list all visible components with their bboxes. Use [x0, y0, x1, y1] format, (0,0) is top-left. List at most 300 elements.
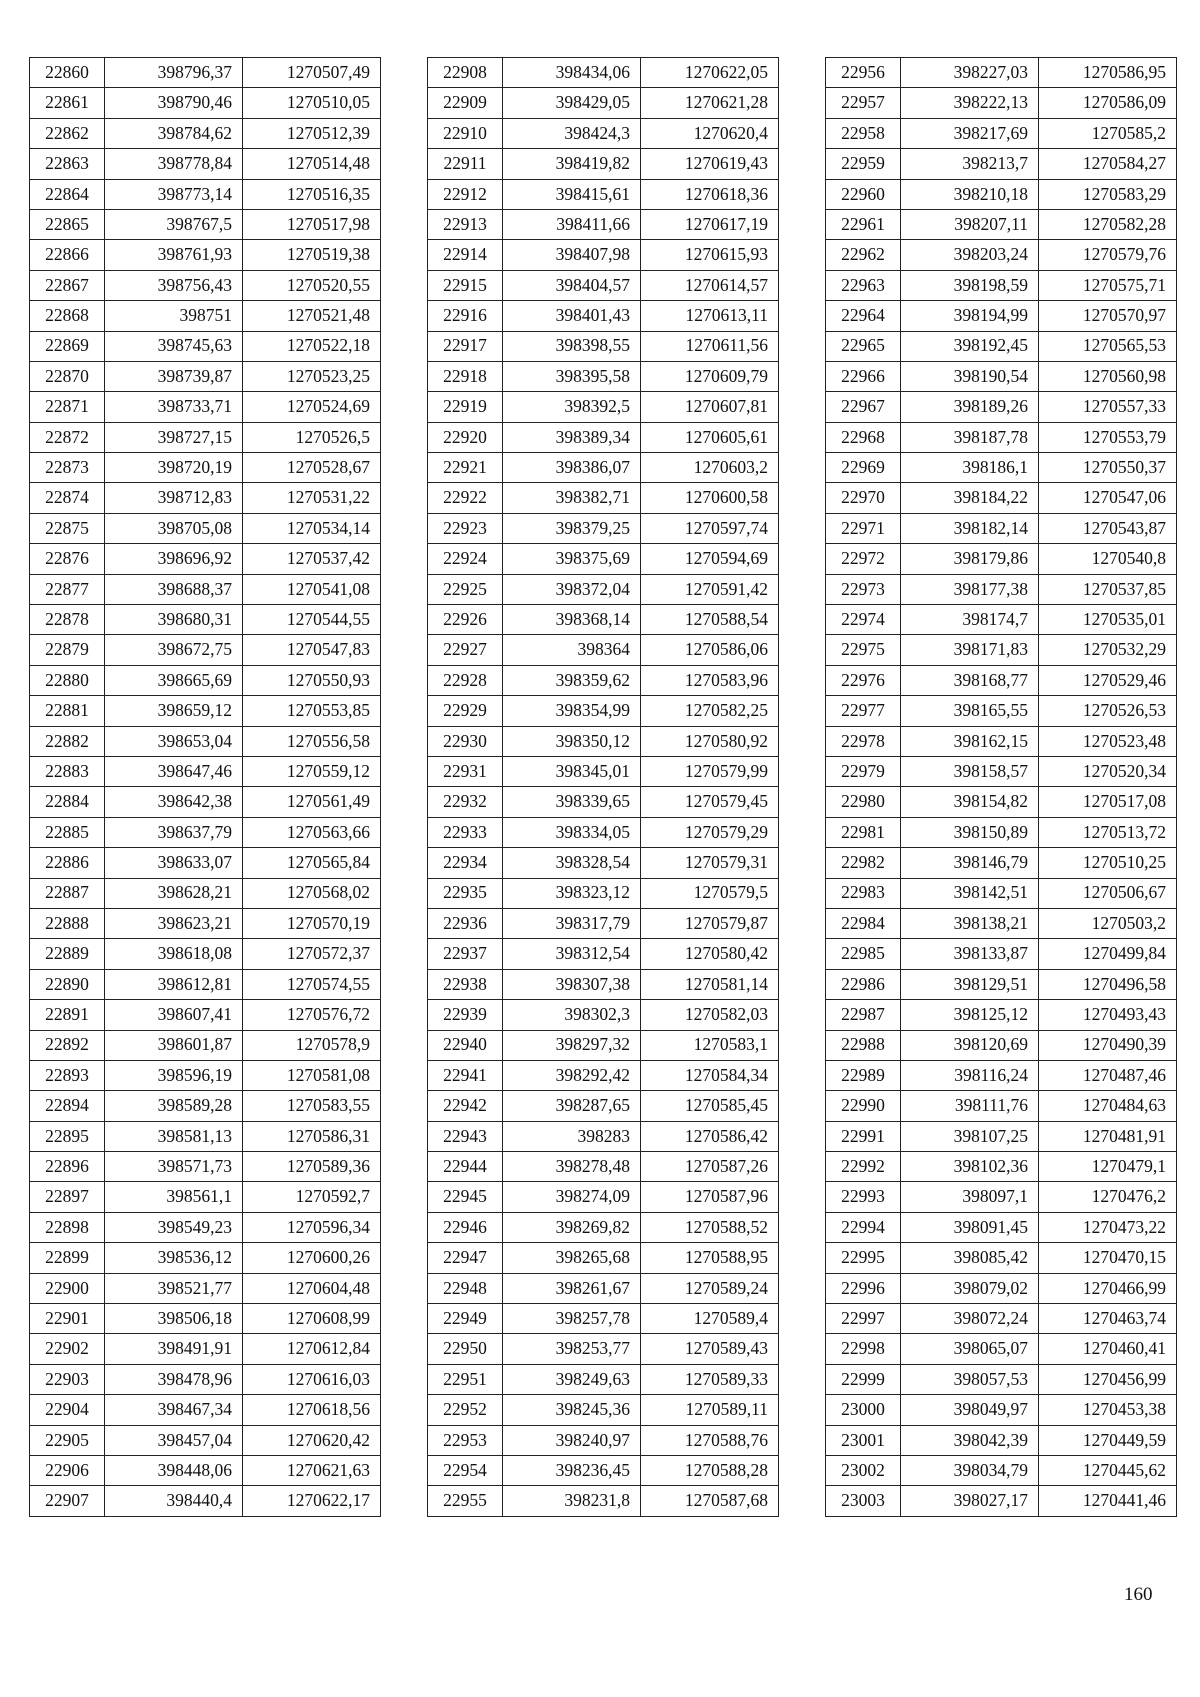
- y-coordinate-cell: 1270570,97: [1039, 301, 1177, 331]
- table-row: [30, 483, 381, 513]
- table-row: [826, 787, 1177, 817]
- y-coordinate-cell: 1270476,2: [1039, 1182, 1177, 1212]
- table-row: [428, 88, 779, 118]
- x-coordinate-cell: 398637,79: [105, 817, 243, 847]
- y-coordinate-cell: 1270547,06: [1039, 483, 1177, 513]
- point-id-cell: 22915: [428, 270, 503, 300]
- x-coordinate-cell: 398116,24: [901, 1060, 1039, 1090]
- y-coordinate-cell: 1270463,74: [1039, 1304, 1177, 1334]
- x-coordinate-cell: 398429,05: [503, 88, 641, 118]
- y-coordinate-cell: 1270460,41: [1039, 1334, 1177, 1364]
- point-id-cell: 22926: [428, 605, 503, 635]
- coordinate-table-1: [29, 57, 381, 1517]
- point-id-cell: 22989: [826, 1060, 901, 1090]
- point-id-cell: 22906: [30, 1455, 105, 1485]
- y-coordinate-cell: 1270559,12: [243, 756, 381, 786]
- x-coordinate-cell: 398065,07: [901, 1334, 1039, 1364]
- x-coordinate-cell: 398727,15: [105, 422, 243, 452]
- x-coordinate-cell: 398111,76: [901, 1091, 1039, 1121]
- x-coordinate-cell: 398057,53: [901, 1364, 1039, 1394]
- y-coordinate-cell: 1270506,67: [1039, 878, 1177, 908]
- x-coordinate-cell: 398434,06: [503, 58, 641, 88]
- point-id-cell: 22928: [428, 665, 503, 695]
- table-row: [826, 1000, 1177, 1030]
- table-row: [826, 878, 1177, 908]
- point-id-cell: 22876: [30, 544, 105, 574]
- point-id-cell: 22932: [428, 787, 503, 817]
- point-id-cell: 22886: [30, 848, 105, 878]
- point-id-cell: 22898: [30, 1212, 105, 1242]
- point-id-cell: 22863: [30, 149, 105, 179]
- table-row: [30, 848, 381, 878]
- point-id-cell: 22884: [30, 787, 105, 817]
- table-row: [826, 453, 1177, 483]
- x-coordinate-cell: 398312,54: [503, 939, 641, 969]
- y-coordinate-cell: 1270553,79: [1039, 422, 1177, 452]
- table-row: [30, 453, 381, 483]
- point-id-cell: 22993: [826, 1182, 901, 1212]
- x-coordinate-cell: 398302,3: [503, 1000, 641, 1030]
- table-row: [428, 848, 779, 878]
- point-id-cell: 22958: [826, 118, 901, 148]
- table-row: [30, 58, 381, 88]
- table-row: [30, 574, 381, 604]
- y-coordinate-cell: 1270520,34: [1039, 756, 1177, 786]
- table-row: [826, 483, 1177, 513]
- x-coordinate-cell: 398745,63: [105, 331, 243, 361]
- x-coordinate-cell: 398042,39: [901, 1425, 1039, 1455]
- x-coordinate-cell: 398521,77: [105, 1273, 243, 1303]
- point-id-cell: 22949: [428, 1304, 503, 1334]
- y-coordinate-cell: 1270579,99: [641, 756, 779, 786]
- table-row: [428, 179, 779, 209]
- x-coordinate-cell: 398665,69: [105, 665, 243, 695]
- point-id-cell: 22992: [826, 1152, 901, 1182]
- table-row: [30, 240, 381, 270]
- x-coordinate-cell: 398411,66: [503, 209, 641, 239]
- x-coordinate-cell: 398419,82: [503, 149, 641, 179]
- y-coordinate-cell: 1270534,14: [243, 513, 381, 543]
- x-coordinate-cell: 398712,83: [105, 483, 243, 513]
- y-coordinate-cell: 1270579,29: [641, 817, 779, 847]
- x-coordinate-cell: 398612,81: [105, 969, 243, 999]
- x-coordinate-cell: 398168,77: [901, 665, 1039, 695]
- table-row: [30, 270, 381, 300]
- point-id-cell: 22873: [30, 453, 105, 483]
- x-coordinate-cell: 398261,67: [503, 1273, 641, 1303]
- y-coordinate-cell: 1270563,66: [243, 817, 381, 847]
- point-id-cell: 22994: [826, 1212, 901, 1242]
- table-row: [826, 301, 1177, 331]
- point-id-cell: 22924: [428, 544, 503, 574]
- point-id-cell: 22986: [826, 969, 901, 999]
- y-coordinate-cell: 1270512,39: [243, 118, 381, 148]
- y-coordinate-cell: 1270560,98: [1039, 361, 1177, 391]
- point-id-cell: 22913: [428, 209, 503, 239]
- x-coordinate-cell: 398217,69: [901, 118, 1039, 148]
- y-coordinate-cell: 1270565,84: [243, 848, 381, 878]
- table-row: [826, 696, 1177, 726]
- point-id-cell: 22953: [428, 1425, 503, 1455]
- x-coordinate-cell: 398407,98: [503, 240, 641, 270]
- point-id-cell: 22875: [30, 513, 105, 543]
- point-id-cell: 22894: [30, 1091, 105, 1121]
- table-row: [30, 665, 381, 695]
- point-id-cell: 22999: [826, 1364, 901, 1394]
- point-id-cell: 22895: [30, 1121, 105, 1151]
- x-coordinate-cell: 398549,23: [105, 1212, 243, 1242]
- y-coordinate-cell: 1270620,42: [243, 1425, 381, 1455]
- x-coordinate-cell: 398375,69: [503, 544, 641, 574]
- y-coordinate-cell: 1270604,48: [243, 1273, 381, 1303]
- point-id-cell: 22943: [428, 1121, 503, 1151]
- y-coordinate-cell: 1270529,46: [1039, 665, 1177, 695]
- x-coordinate-cell: 398680,31: [105, 605, 243, 635]
- table-row: [30, 939, 381, 969]
- x-coordinate-cell: 398345,01: [503, 756, 641, 786]
- point-id-cell: 22946: [428, 1212, 503, 1242]
- y-coordinate-cell: 1270612,84: [243, 1334, 381, 1364]
- table-row: [428, 58, 779, 88]
- x-coordinate-cell: 398189,26: [901, 392, 1039, 422]
- point-id-cell: 22909: [428, 88, 503, 118]
- point-id-cell: 22980: [826, 787, 901, 817]
- x-coordinate-cell: 398491,91: [105, 1334, 243, 1364]
- table-row: [30, 1212, 381, 1242]
- point-id-cell: 22965: [826, 331, 901, 361]
- point-id-cell: 22972: [826, 544, 901, 574]
- point-id-cell: 22981: [826, 817, 901, 847]
- table-row: [428, 1182, 779, 1212]
- y-coordinate-cell: 1270445,62: [1039, 1455, 1177, 1485]
- y-coordinate-cell: 1270582,03: [641, 1000, 779, 1030]
- y-coordinate-cell: 1270537,42: [243, 544, 381, 574]
- table-row: [826, 1364, 1177, 1394]
- x-coordinate-cell: 398647,46: [105, 756, 243, 786]
- point-id-cell: 22952: [428, 1395, 503, 1425]
- x-coordinate-cell: 398278,48: [503, 1152, 641, 1182]
- point-id-cell: 22883: [30, 756, 105, 786]
- table-row: [30, 209, 381, 239]
- table-row: [826, 1425, 1177, 1455]
- x-coordinate-cell: 398653,04: [105, 726, 243, 756]
- table-row: [826, 1152, 1177, 1182]
- x-coordinate-cell: 398158,57: [901, 756, 1039, 786]
- point-id-cell: 22907: [30, 1486, 105, 1516]
- x-coordinate-cell: 398589,28: [105, 1091, 243, 1121]
- table-row: [428, 1273, 779, 1303]
- point-id-cell: 22910: [428, 118, 503, 148]
- y-coordinate-cell: 1270605,61: [641, 422, 779, 452]
- table-row: [30, 696, 381, 726]
- point-id-cell: 22997: [826, 1304, 901, 1334]
- table-row: [30, 1486, 381, 1516]
- y-coordinate-cell: 1270513,72: [1039, 817, 1177, 847]
- y-coordinate-cell: 1270583,55: [243, 1091, 381, 1121]
- point-id-cell: 22887: [30, 878, 105, 908]
- y-coordinate-cell: 1270594,69: [641, 544, 779, 574]
- y-coordinate-cell: 1270473,22: [1039, 1212, 1177, 1242]
- x-coordinate-cell: 398146,79: [901, 848, 1039, 878]
- y-coordinate-cell: 1270528,67: [243, 453, 381, 483]
- table-row: [826, 179, 1177, 209]
- table-row: [30, 1455, 381, 1485]
- point-id-cell: 22959: [826, 149, 901, 179]
- point-id-cell: 22880: [30, 665, 105, 695]
- x-coordinate-cell: 398187,78: [901, 422, 1039, 452]
- x-coordinate-cell: 398133,87: [901, 939, 1039, 969]
- x-coordinate-cell: 398784,62: [105, 118, 243, 148]
- y-coordinate-cell: 1270589,11: [641, 1395, 779, 1425]
- point-id-cell: 22872: [30, 422, 105, 452]
- table-row: [30, 1182, 381, 1212]
- y-coordinate-cell: 1270609,79: [641, 361, 779, 391]
- point-id-cell: 22900: [30, 1273, 105, 1303]
- table-row: [826, 209, 1177, 239]
- point-id-cell: 22885: [30, 817, 105, 847]
- x-coordinate-cell: 398761,93: [105, 240, 243, 270]
- point-id-cell: 22951: [428, 1364, 503, 1394]
- point-id-cell: 22961: [826, 209, 901, 239]
- table-row: [428, 361, 779, 391]
- table-row: [428, 1000, 779, 1030]
- y-coordinate-cell: 1270561,49: [243, 787, 381, 817]
- x-coordinate-cell: 398129,51: [901, 969, 1039, 999]
- table-row: [826, 544, 1177, 574]
- coordinate-table-2: [427, 57, 779, 1517]
- y-coordinate-cell: 1270619,43: [641, 149, 779, 179]
- table-row: [428, 1425, 779, 1455]
- y-coordinate-cell: 1270510,05: [243, 88, 381, 118]
- point-id-cell: 22962: [826, 240, 901, 270]
- point-id-cell: 23003: [826, 1486, 901, 1516]
- x-coordinate-cell: 398257,78: [503, 1304, 641, 1334]
- x-coordinate-cell: 398659,12: [105, 696, 243, 726]
- y-coordinate-cell: 1270584,34: [641, 1060, 779, 1090]
- y-coordinate-cell: 1270580,92: [641, 726, 779, 756]
- x-coordinate-cell: 398142,51: [901, 878, 1039, 908]
- table-row: [428, 209, 779, 239]
- x-coordinate-cell: 398767,5: [105, 209, 243, 239]
- x-coordinate-cell: 398457,04: [105, 1425, 243, 1455]
- table-row: [30, 605, 381, 635]
- y-coordinate-cell: 1270617,19: [641, 209, 779, 239]
- table-row: [826, 118, 1177, 148]
- point-id-cell: 22975: [826, 635, 901, 665]
- point-id-cell: 22979: [826, 756, 901, 786]
- x-coordinate-cell: 398192,45: [901, 331, 1039, 361]
- x-coordinate-cell: 398174,7: [901, 605, 1039, 635]
- y-coordinate-cell: 1270581,14: [641, 969, 779, 999]
- x-coordinate-cell: 398448,06: [105, 1455, 243, 1485]
- table-row: [30, 88, 381, 118]
- x-coordinate-cell: 398571,73: [105, 1152, 243, 1182]
- point-id-cell: 22881: [30, 696, 105, 726]
- y-coordinate-cell: 1270526,5: [243, 422, 381, 452]
- y-coordinate-cell: 1270588,54: [641, 605, 779, 635]
- point-id-cell: 22879: [30, 635, 105, 665]
- x-coordinate-cell: 398207,11: [901, 209, 1039, 239]
- page-number: 160: [1124, 1584, 1153, 1605]
- y-coordinate-cell: 1270568,02: [243, 878, 381, 908]
- x-coordinate-cell: 398739,87: [105, 361, 243, 391]
- x-coordinate-cell: 398398,55: [503, 331, 641, 361]
- point-id-cell: 22987: [826, 1000, 901, 1030]
- y-coordinate-cell: 1270514,48: [243, 149, 381, 179]
- point-id-cell: 22988: [826, 1030, 901, 1060]
- point-id-cell: 22990: [826, 1091, 901, 1121]
- x-coordinate-cell: 398245,36: [503, 1395, 641, 1425]
- x-coordinate-cell: 398097,1: [901, 1182, 1039, 1212]
- y-coordinate-cell: 1270608,99: [243, 1304, 381, 1334]
- y-coordinate-cell: 1270543,87: [1039, 513, 1177, 543]
- x-coordinate-cell: 398364: [503, 635, 641, 665]
- point-id-cell: 22940: [428, 1030, 503, 1060]
- y-coordinate-cell: 1270588,52: [641, 1212, 779, 1242]
- x-coordinate-cell: 398392,5: [503, 392, 641, 422]
- table-row: [826, 908, 1177, 938]
- y-coordinate-cell: 1270522,18: [243, 331, 381, 361]
- y-coordinate-cell: 1270496,58: [1039, 969, 1177, 999]
- x-coordinate-cell: 398231,8: [503, 1486, 641, 1516]
- table-row: [30, 1243, 381, 1273]
- y-coordinate-cell: 1270589,4: [641, 1304, 779, 1334]
- table-row: [826, 1182, 1177, 1212]
- x-coordinate-cell: 398079,02: [901, 1273, 1039, 1303]
- table-row: [428, 1121, 779, 1151]
- table-row: [826, 635, 1177, 665]
- table-row: [826, 969, 1177, 999]
- y-coordinate-cell: 1270611,56: [641, 331, 779, 361]
- table-row: [826, 1304, 1177, 1334]
- y-coordinate-cell: 1270583,96: [641, 665, 779, 695]
- x-coordinate-cell: 398415,61: [503, 179, 641, 209]
- y-coordinate-cell: 1270586,42: [641, 1121, 779, 1151]
- table-row: [826, 756, 1177, 786]
- table-row: [428, 513, 779, 543]
- table-row: [30, 149, 381, 179]
- table-row: [428, 1334, 779, 1364]
- table-row: [826, 1486, 1177, 1516]
- point-id-cell: 22902: [30, 1334, 105, 1364]
- x-coordinate-cell: 398756,43: [105, 270, 243, 300]
- point-id-cell: 22955: [428, 1486, 503, 1516]
- x-coordinate-cell: 398307,38: [503, 969, 641, 999]
- point-id-cell: 22865: [30, 209, 105, 239]
- y-coordinate-cell: 1270532,29: [1039, 635, 1177, 665]
- y-coordinate-cell: 1270579,76: [1039, 240, 1177, 270]
- x-coordinate-cell: 398049,97: [901, 1395, 1039, 1425]
- x-coordinate-cell: 398328,54: [503, 848, 641, 878]
- y-coordinate-cell: 1270586,09: [1039, 88, 1177, 118]
- x-coordinate-cell: 398274,09: [503, 1182, 641, 1212]
- y-coordinate-cell: 1270583,1: [641, 1030, 779, 1060]
- table-row: [826, 149, 1177, 179]
- y-coordinate-cell: 1270596,34: [243, 1212, 381, 1242]
- y-coordinate-cell: 1270587,68: [641, 1486, 779, 1516]
- table-row: [30, 756, 381, 786]
- x-coordinate-cell: 398733,71: [105, 392, 243, 422]
- table-row: [826, 240, 1177, 270]
- y-coordinate-cell: 1270589,24: [641, 1273, 779, 1303]
- x-coordinate-cell: 398440,4: [105, 1486, 243, 1516]
- y-coordinate-cell: 1270521,48: [243, 301, 381, 331]
- y-coordinate-cell: 1270588,95: [641, 1243, 779, 1273]
- point-id-cell: 22945: [428, 1182, 503, 1212]
- y-coordinate-cell: 1270517,08: [1039, 787, 1177, 817]
- y-coordinate-cell: 1270449,59: [1039, 1425, 1177, 1455]
- point-id-cell: 22891: [30, 1000, 105, 1030]
- table-row: [30, 1060, 381, 1090]
- table-row: [30, 878, 381, 908]
- point-id-cell: 22969: [826, 453, 901, 483]
- table-row: [428, 118, 779, 148]
- x-coordinate-cell: 398395,58: [503, 361, 641, 391]
- table-row: [826, 513, 1177, 543]
- x-coordinate-cell: 398478,96: [105, 1364, 243, 1394]
- y-coordinate-cell: 1270484,63: [1039, 1091, 1177, 1121]
- table-row: [826, 392, 1177, 422]
- x-coordinate-cell: 398705,08: [105, 513, 243, 543]
- x-coordinate-cell: 398628,21: [105, 878, 243, 908]
- point-id-cell: 22956: [826, 58, 901, 88]
- point-id-cell: 22947: [428, 1243, 503, 1273]
- table-row: [428, 878, 779, 908]
- table-row: [826, 331, 1177, 361]
- y-coordinate-cell: 1270616,03: [243, 1364, 381, 1394]
- y-coordinate-cell: 1270579,31: [641, 848, 779, 878]
- x-coordinate-cell: 398796,37: [105, 58, 243, 88]
- point-id-cell: 22860: [30, 58, 105, 88]
- table-row: [30, 908, 381, 938]
- x-coordinate-cell: 398596,19: [105, 1060, 243, 1090]
- table-row: [428, 969, 779, 999]
- x-coordinate-cell: 398720,19: [105, 453, 243, 483]
- y-coordinate-cell: 1270556,58: [243, 726, 381, 756]
- y-coordinate-cell: 1270510,25: [1039, 848, 1177, 878]
- x-coordinate-cell: 398292,42: [503, 1060, 641, 1090]
- point-id-cell: 22976: [826, 665, 901, 695]
- y-coordinate-cell: 1270579,45: [641, 787, 779, 817]
- table-row: [428, 149, 779, 179]
- x-coordinate-cell: 398287,65: [503, 1091, 641, 1121]
- point-id-cell: 22911: [428, 149, 503, 179]
- table-row: [428, 665, 779, 695]
- table-row: [428, 301, 779, 331]
- table-row: [826, 1334, 1177, 1364]
- table-row: [30, 118, 381, 148]
- point-id-cell: 22927: [428, 635, 503, 665]
- table-row: [30, 635, 381, 665]
- y-coordinate-cell: 1270586,31: [243, 1121, 381, 1151]
- x-coordinate-cell: 398359,62: [503, 665, 641, 695]
- table-row: [428, 1152, 779, 1182]
- point-id-cell: 22908: [428, 58, 503, 88]
- table-row: [826, 1273, 1177, 1303]
- point-id-cell: 22870: [30, 361, 105, 391]
- table-row: [826, 58, 1177, 88]
- y-coordinate-cell: 1270499,84: [1039, 939, 1177, 969]
- y-coordinate-cell: 1270587,26: [641, 1152, 779, 1182]
- table-row: [30, 1091, 381, 1121]
- point-id-cell: 22925: [428, 574, 503, 604]
- table-row: [428, 908, 779, 938]
- y-coordinate-cell: 1270570,19: [243, 908, 381, 938]
- point-id-cell: 22939: [428, 1000, 503, 1030]
- y-coordinate-cell: 1270524,69: [243, 392, 381, 422]
- y-coordinate-cell: 1270453,38: [1039, 1395, 1177, 1425]
- point-id-cell: 22933: [428, 817, 503, 847]
